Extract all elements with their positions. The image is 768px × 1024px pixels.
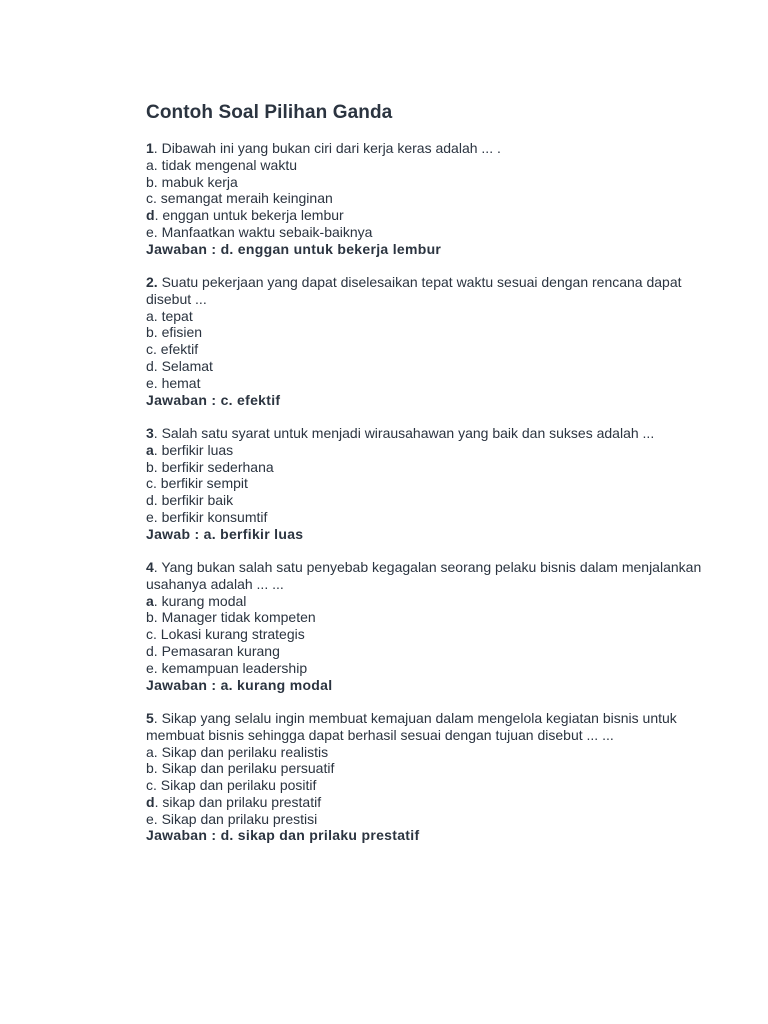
option-d: d. sikap dan prilaku prestatif bbox=[146, 793, 322, 810]
question-4 bbox=[146, 559, 706, 693]
question-body: Sikap yang selalu ingin membuat kemajuan dalam mengelola kegiatan bisnis untuk membuat bisnis sehingga dapat berhasil sesuai dengan tujuan disebut ... ... bbox=[146, 709, 677, 743]
option-e: e. Sikap dan prilaku prestisi bbox=[146, 810, 318, 827]
question-number: 1 bbox=[146, 140, 154, 156]
answer-line: Jawaban : a. kurang modal bbox=[146, 676, 333, 693]
option-b: b. efisien bbox=[146, 324, 203, 341]
option-d: d. Selamat bbox=[146, 358, 213, 375]
option-a: a. tepat bbox=[146, 307, 193, 324]
question-body: Salah satu syarat untuk menjadi wirausahawan yang baik dan sukses adalah ... bbox=[157, 424, 655, 441]
answer-line: Jawaban : c. efektif bbox=[146, 391, 281, 408]
option-b: b. Sikap dan perilaku persuatif bbox=[146, 760, 335, 777]
option-e: e. kemampuan leadership bbox=[146, 659, 308, 676]
option-c: c. efektif bbox=[146, 341, 199, 358]
question-number: 3 bbox=[146, 424, 154, 441]
answer-line: Jawaban : d. enggan untuk bekerja lembur bbox=[146, 240, 442, 257]
question-text bbox=[146, 140, 706, 157]
option-a: a. tidak mengenal waktu bbox=[146, 156, 297, 173]
question-number: 4 bbox=[146, 559, 154, 576]
question-number-suffix: . bbox=[153, 709, 158, 726]
option-c: c. berfikir sempit bbox=[146, 475, 248, 492]
option-c: c. Sikap dan perilaku positif bbox=[146, 777, 317, 794]
option-e: e. Manfaatkan waktu sebaik-baiknya bbox=[146, 223, 373, 240]
option-b: b. Manager tidak kompeten bbox=[146, 609, 316, 626]
question-body: Yang bukan salah satu penyebab kegagalan seorang pelaku bisnis dalam menjalankan usahanya adalah ... ... bbox=[146, 559, 702, 592]
question-number-suffix: . bbox=[153, 559, 158, 576]
option-d: d. Pemasaran kurang bbox=[146, 643, 280, 660]
option-a: a. Sikap dan perilaku realistis bbox=[146, 743, 329, 760]
question-3 bbox=[146, 425, 706, 543]
question-2 bbox=[146, 274, 706, 408]
document-title: Contoh Soal Pilihan Ganda bbox=[146, 102, 393, 123]
question-number: 5 bbox=[146, 709, 154, 726]
question-text bbox=[146, 710, 706, 744]
option-a: a. kurang modal bbox=[146, 592, 247, 609]
option-d: d. enggan untuk bekerja lembur bbox=[146, 207, 344, 224]
question-body: Suatu pekerjaan yang dapat diselesaikan tepat waktu sesuai dengan rencana dapat disebut ... bbox=[146, 274, 682, 307]
option-e: e. berfikir konsumtif bbox=[146, 508, 268, 525]
answer-line: Jawaban : d. sikap dan prilaku prestatif bbox=[146, 827, 420, 844]
question-text bbox=[146, 425, 706, 442]
question-body: Dibawah ini yang bukan ciri dari kerja keras adalah ... . bbox=[157, 140, 501, 156]
option-c: c. semangat meraih keinginan bbox=[146, 190, 333, 207]
question-number-suffix: . bbox=[153, 424, 158, 441]
question-number-suffix: . bbox=[153, 140, 158, 156]
option-a: a. berfikir luas bbox=[146, 441, 234, 458]
question-text bbox=[146, 274, 706, 308]
document-page bbox=[146, 101, 706, 861]
question-5 bbox=[146, 710, 706, 844]
question-number: 2. bbox=[146, 274, 158, 291]
answer-line: Jawab : a. berfikir luas bbox=[146, 525, 304, 542]
question-1 bbox=[146, 140, 706, 258]
option-b: b. berfikir sederhana bbox=[146, 458, 274, 475]
question-text bbox=[146, 559, 706, 593]
option-d: d. berfikir baik bbox=[146, 492, 234, 509]
option-c: c. Lokasi kurang strategis bbox=[146, 626, 305, 643]
option-b: b. mabuk kerja bbox=[146, 173, 238, 190]
option-e: e. hemat bbox=[146, 374, 201, 391]
